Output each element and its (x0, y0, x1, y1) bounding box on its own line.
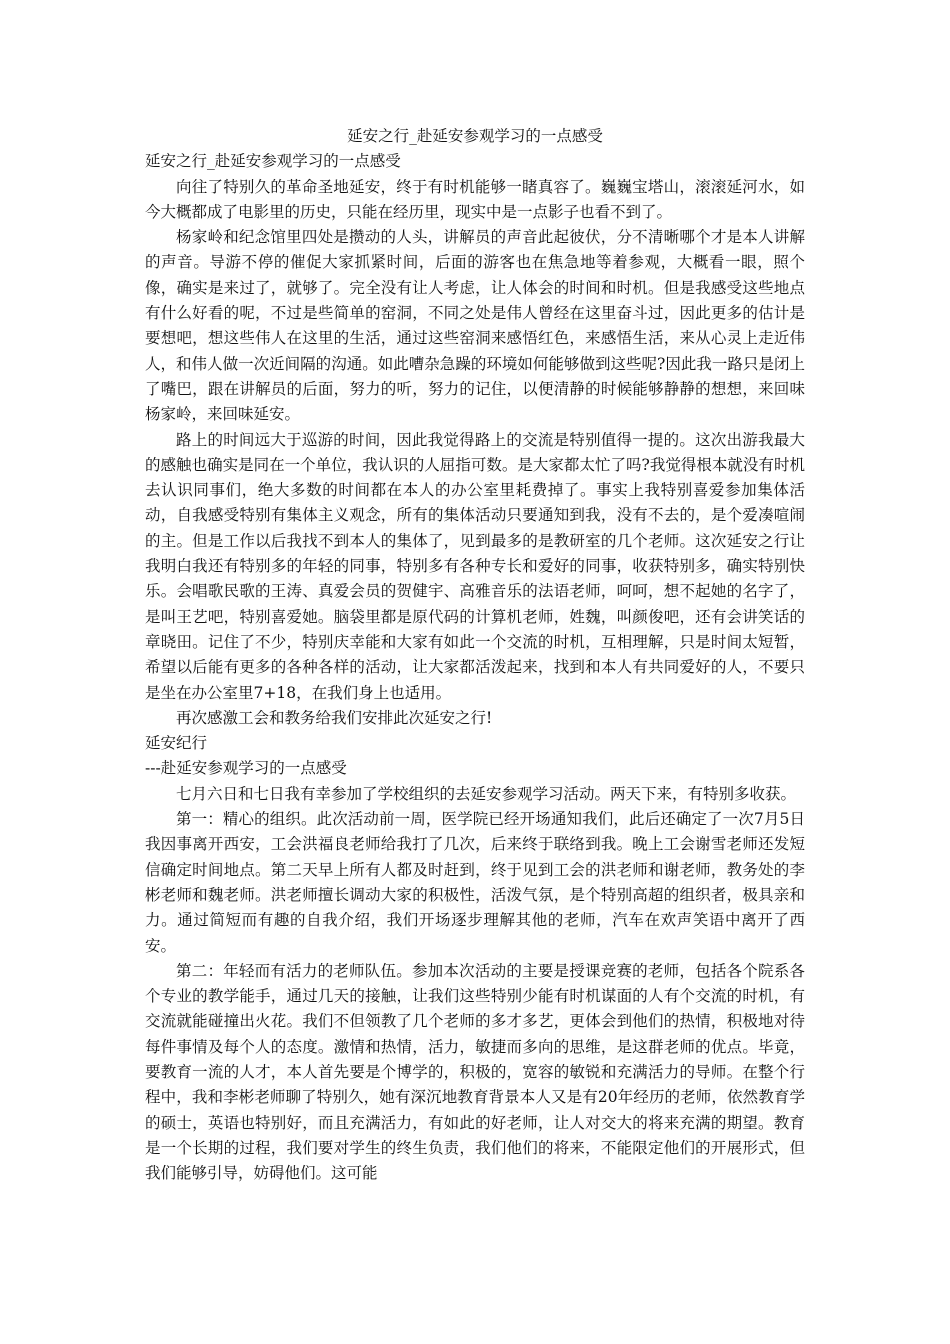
paragraph: ---赴延安参观学习的一点感受 (145, 759, 347, 778)
document-title: 延安之行_赴延安参观学习的一点感受 (347, 127, 603, 145)
paragraph: 延安纪行 (145, 734, 208, 753)
paragraph: 延安之行_赴延安参观学习的一点感受 (145, 152, 401, 171)
paragraph: 杨家岭和纪念馆里四处是攒动的人头，讲解员的声音此起彼伏，分不清晰哪个才是本人讲解的声音。导游不停的催促大家抓紧时间，后面的游客也在焦急地等着参观，大概看一眼，照个像，确实是来过了，就够了。完全没有让人考虑，让人体会的时间和时机。但是我感受这些地点有什么好看的呢，不过是些简单的窑洞，不同之处是伟人曾经在这里奋斗过，因此更多的估计是要想吧，想这些伟人在这里的生活，通过这些窑洞来感悟红色，来感悟生活，来从心灵上走近伟人，和伟人做一次近间隔的沟通。如此嘈杂急躁的环境如何能够做到这些呢?因此我一路只是闭上了嘴巴，跟在讲解员的后面，努力的听，努力的记住，以便清静的时候能够静静的想想，来回味杨家岭，来回味延安。 (145, 228, 805, 424)
paragraph: 再次感激工会和教务给我们安排此次延安之行! (176, 708, 493, 727)
paragraph: 路上的时间远大于巡游的时间，因此我觉得路上的交流是特别值得一提的。这次出游我最大的感触也确实是同在一个单位，我认识的人屈指可数。是大家都太忙了吗?我觉得根本就没有时机去认识同事们，绝大多数的时间都在本人的办公室里耗费掉了。事实上我特别喜爱参加集体活动，自我感受特别有集体主义观念，所有的集体活动只要通知到我，没有不去的，是个爱凑喧闹的主。但是工作以后我找不到本人的集体了，见到最多的是教研室的几个老师。这次延安之行让我明白我还有特别多的年轻的同事，特别多有各种专长和爱好的同事，收获特别多，确实特别快乐。会唱歌民歌的王涛、真爱会员的贺健宇、高雅音乐的法语老师，呵呵，想不起她的名字了，是叫王艺吧，特别喜爱她。脑袋里都是原代码的计算机老师，姓魏，叫颜俊吧，还有会讲笑话的章晓田。记住了不少，特别庆幸能和大家有如此一个交流的时机，互相理解，只是时间太短暂，希望以后能有更多的各种各样的活动，让大家都活泼起来，找到和本人有共同爱好的人，不要只是坐在办公室里7+18，在我们身上也适用。 (145, 430, 805, 702)
paragraph: 第一：精心的组织。此次活动前一周，医学院已经开场通知我们，此后还确定了一次7月5日我因事离开西安，工会洪福良老师给我打了几次，后来终于联络到我。晚上工会谢雪老师还发短信确定时间地点。第二天早上所有人都及时赶到，终于见到工会的洪老师和谢老师，教务处的李彬老师和魏老师。洪老师擅长调动大家的积极性，活泼气氛，是个特别高超的组织者，极具亲和力。通过简短而有趣的自我介绍，我们开场逐步理解其他的老师，汽车在欢声笑语中离开了西安。 (145, 810, 805, 955)
paragraph: 七月六日和七日我有幸参加了学校组织的去延安参观学习活动。两天下来，有特别多收获。 (176, 784, 797, 803)
paragraph: 第二：年轻而有活力的老师队伍。参加本次活动的主要是授课竞赛的老师，包括各个院系各个专业的教学能手，通过几天的接触，让我们这些特别少能有时机谋面的人有个交流的时机，有交流就能碰撞出火花。我们不但领教了几个老师的多才多艺，更体会到他们的热情，积极地对待每件事情及每个人的态度。激情和热情，活力，敏捷而多向的思维，是这群老师的优点。毕竟，要教育一流的人才，本人首先要是个博学的，积极的，宽容的敏锐和充满活力的导师。在整个行程中，我和李彬老师聊了特别久，她有深沉地教育背景本人又是有20年经历的老师，依然教育学的硕士，英语也特别好，而且充满活力，有如此的好老师，让人对交大的将来充满的期望。教育是一个长期的过程，我们要对学生的终生负责，我们他们的将来，不能限定他们的开展形式，但我们能够引导，妨碍他们。这可能 (145, 961, 805, 1183)
paragraph: 向往了特别久的革命圣地延安，终于有时机能够一睹真容了。巍巍宝塔山，滚滚延河水，如今大概都成了电影里的历史，只能在经历里，现实中是一点影子也看不到了。 (145, 177, 805, 221)
document-page (145, 124, 805, 1186)
document-body (145, 149, 805, 1186)
